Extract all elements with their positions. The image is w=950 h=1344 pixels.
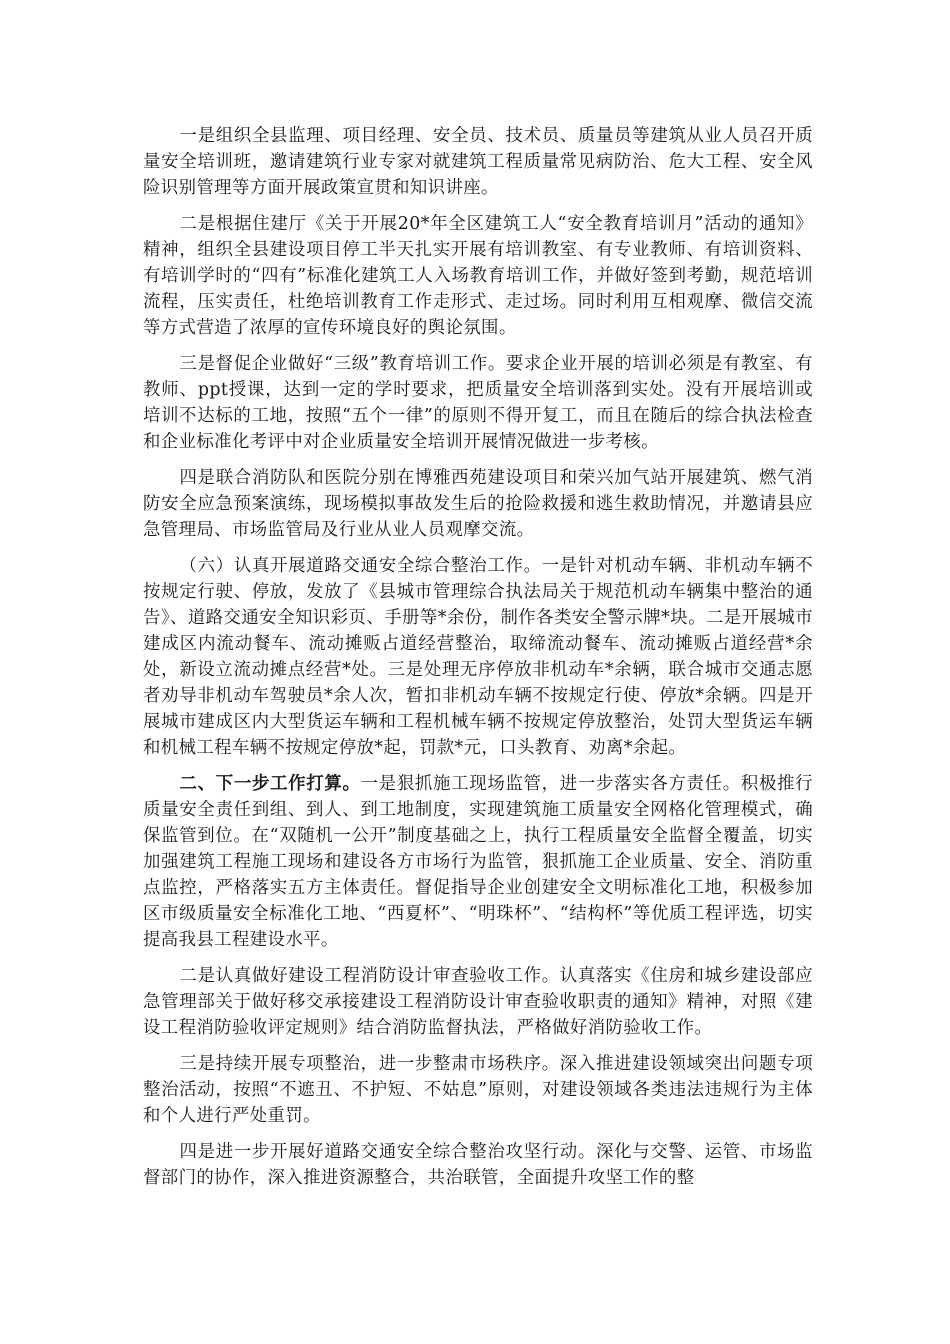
paragraph-3 <box>143 351 813 455</box>
paragraph-text: 一是组织全县监理、项目经理、安全员、技术员、质量员等建筑从业人员召开质量安全培训班，邀请建筑行业专家对就建筑工程质量常见病防治、危大工程、安全风险识别管理等方面开展政策宣贯和知识讲座。 <box>143 126 813 198</box>
paragraph-9 <box>143 1139 813 1191</box>
paragraph-1 <box>143 123 813 201</box>
paragraph-4 <box>143 465 813 543</box>
paragraph-text: 二是认真做好建设工程消防设计审查验收工作。认真落实《住房和城乡建设部应急管理部关于做好移交承接建设工程消防设计审查验收职责的通知》精神，对照《建设工程消防验收评定规则》结合消防监督执法，严格做好消防验收工作。 <box>143 966 813 1038</box>
paragraph-6 <box>143 771 813 953</box>
document-body <box>143 123 813 1201</box>
paragraph-2 <box>143 211 813 341</box>
section-heading: 二、下一步工作打算。 <box>179 774 361 794</box>
paragraph-text: 四是进一步开展好道路交通安全综合整治攻坚行动。深化与交警、运管、市场监督部门的协作，深入推进资源整合，共治联管，全面提升攻坚工作的整 <box>143 1142 813 1188</box>
paragraph-text: 三是持续开展专项整治，进一步整肃市场秩序。深入推进建设领域突出问题专项整治活动，按照“不遮丑、不护短、不姑息”原则，对建设领域各类违法违规行为主体和个人进行严处重罚。 <box>143 1054 813 1126</box>
paragraph-7 <box>143 963 813 1041</box>
paragraph-text: 四是联合消防队和医院分别在博雅西苑建设项目和荣兴加气站开展建筑、燃气消防安全应急预案演练，现场模拟事故发生后的抢险救援和逃生救助情况，并邀请县应急管理局、市场监管局及行业从业人员观摩交流。 <box>143 468 813 540</box>
paragraph-text: 一是狠抓施工现场监管，进一步落实各方责任。积极推行质量安全责任到组、到人、到工地制度，实现建筑施工质量安全网格化管理模式，确保监管到位。在“双随机一公开”制度基础之上，执行工程质量安全监督全覆盖，切实加强建筑工程施工现场和建设各方市场行为监管，狠抓施工企业质量、安全、消防重点监控，严格落实五方主体责任。督促指导企业创建安全文明标准化工地，积极参加区市级质量安全标准化工地、“西夏杯”、“明珠杯”、“结构杯”等优质工程评选，切实提高我县工程建设水平。 <box>143 774 813 950</box>
paragraph-8 <box>143 1051 813 1129</box>
paragraph-5 <box>143 553 813 761</box>
paragraph-text: 二是根据住建厅《关于开展20*年全区建筑工人“安全教育培训月”活动的通知》精神，组织全县建设项目停工半天扎实开展有培训教室、有专业教师、有培训资料、有培训学时的“四有”标准化建筑工人入场教育培训工作，并做好签到考勤，规范培训流程，压实责任，杜绝培训教育工作走形式、走过场。同时利用互相观摩、微信交流等方式营造了浓厚的宣传环境良好的舆论氛围。 <box>143 214 813 338</box>
paragraph-text: 三是督促企业做好“三级”教育培训工作。要求企业开展的培训必须是有教室、有教师、ppt授课，达到一定的学时要求，把质量安全培训落到实处。没有开展培训或培训不达标的工地，按照“五个一律”的原则不得开复工，而且在随后的综合执法检查和企业标准化考评中对企业质量安全培训开展情况做进一步考核。 <box>143 354 813 452</box>
paragraph-text: （六）认真开展道路交通安全综合整治工作。一是针对机动车辆、非机动车辆不按规定行驶、停放，发放了《县城市管理综合执法局关于规范机动车辆集中整治的通告》、道路交通安全知识彩页、手册等*余份，制作各类安全警示牌*块。二是开展城市建成区内流动餐车、流动摊贩占道经营整治，取缔流动餐车、流动摊贩占道经营*余处，新设立流动摊点经营*处。三是处理无序停放非机动车*余辆，联合城市交通志愿者劝导非机动车驾驶员*余人次，暂扣非机动车辆不按规定行使、停放*余辆。四是开展城市建成区内大型货运车辆和工程机械车辆不按规定停放整治，处罚大型货运车辆和机械工程车辆不按规定停放*起，罚款*元，口头教育、劝离*余起。 <box>143 556 813 758</box>
